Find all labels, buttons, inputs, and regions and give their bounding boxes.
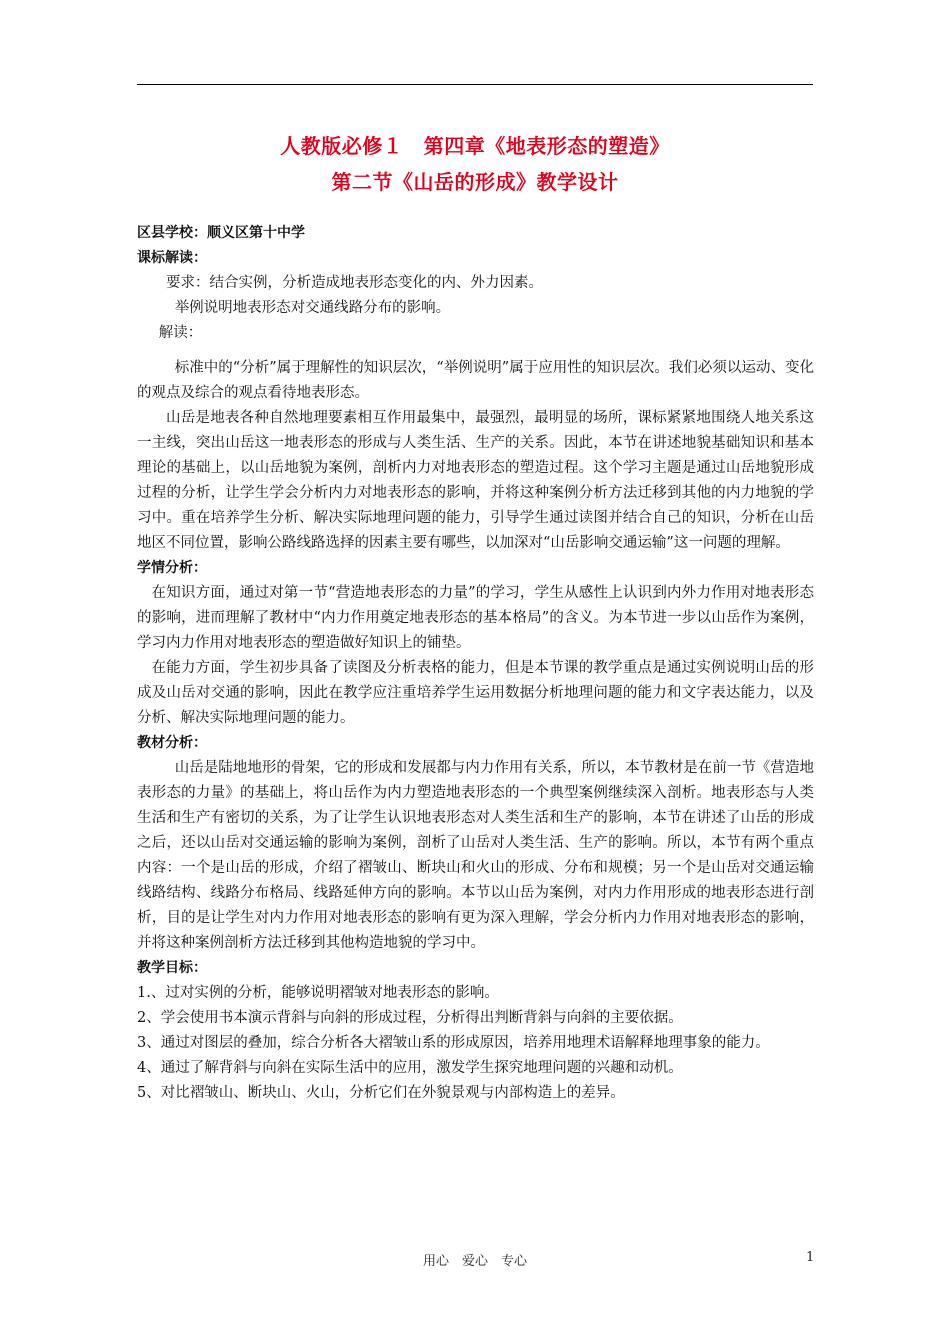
jiaocai-paragraph-1: 山岳是陆地地形的骨架，它的形成和发展都与内力作用有关系，所以，本节教材是在前一节《营造地表形态的力量》的基础上，将山岳作为内力塑造地表形态的一个典型案例继续深入剖析。地表形态与人类生活和生产有密切的关系，为了让学生认识地表形态对人类生活和生产的影响，本节在讲述了山岳的形成之后，还以山岳对交通运输的影响为案例，剖析了山岳对人类生活、生产的影响。所以，本节有两个重点内容：一个是山岳的形成，介绍了褶皱山、断块山和火山的形成、分布和规模；另一个是山岳对交通运输线路结构、线路分布格局、线路延伸方向的影响。本节以山岳为案例，对内力作用形成的地表形态进行剖析，目的是让学生对内力作用对地表形态的影响有更为深入理解，学会分析内力作用对地表形态的影响，并将这种案例剖析方法迁移到其他构造地貌的学习中。 [137,760,814,951]
kebiao-paragraph-2: 山岳是地表各种自然地理要素相互作用最集中，最强烈，最明显的场所，课标紧紧地围绕人地关系这一主线，突出山岳这一地表形态的形成与人类生活、生产的关系。因此，本节在讲述地貌基础知识和基本理论的基础上，以山岳地貌为案例，剖析内力对地表形态的塑造过程。这个学习主题是通过山岳地貌形成过程的分析，让学生学会分析内力对地表形态的影响，并将这种案例分析方法迁移到其他的内力地貌的学习中。重在培养学生分析、解决实际地理问题的能力，引导学生通过读图并结合自己的知识，分析在山岳地区不同位置，影响公路线路选择的因素主要有哪些，以加深对“山岳影响交通运输”这一问题的理解。 [137,410,814,551]
document-subtitle: 第二节《山岳的形成》教学设计 [331,170,619,194]
objective-item: 2、学会使用书本演示背斜与向斜的形成过程，分析得出判断背斜与向斜的主要依据。 [137,1010,683,1026]
objective-item: 5、对比褶皱山、断块山、火山，分析它们在外貌景观与内部构造上的差异。 [137,1085,625,1101]
section-heading-kebiao: 课标解读： [137,250,207,266]
kebiao-requirement-1: 要求：结合实例，分析造成地表形态变化的内、外力因素。 [166,275,543,291]
section-heading-mubiao: 教学目标： [137,960,207,976]
kebiao-requirement-2: 举例说明地表形态对交通线路分布的影响。 [174,300,451,316]
objective-item: 3、通过对图层的叠加，综合分析各大褶皱山系的形成原因，培养用地理术语解释地理事象的能力。 [137,1035,770,1051]
kebiao-jiedu-label: 解读： [158,325,203,341]
xueqing-paragraph-2: 在能力方面，学生初步具备了读图及分析表格的能力，但是本节课的教学重点是通过实例说明山岳的形成及山岳对交通的影响，因此在教学应注重培养学生运用数据分析地理问题的能力和文字表达能力，以及分析、解决实际地理问题的能力。 [137,660,814,726]
section-heading-jiaocai: 教材分析： [137,735,207,751]
kebiao-paragraph-1: 标准中的“分析”属于理解性的知识层次，“举例说明”属于应用性的知识层次。我们必须以运动、变化的观点及综合的观点看待地表形态。 [137,360,814,401]
document-body [137,221,814,1106]
page-footer: 用心 爱心 专心 [422,1254,527,1269]
page-number: 1 [806,1250,815,1265]
document-title: 人教版必修１ 第四章《地表形态的塑造》 [280,134,670,158]
objective-item: 4、通过了解背斜与向斜在实际生活中的应用，激发学生探究地理问题的兴趣和动机。 [137,1060,683,1076]
section-heading-xueqing: 学情分析： [137,560,207,576]
xueqing-paragraph-1: 在知识方面，通过对第一节“营造地表形态的力量”的学习，学生从感性上认识到内外力作用对地表形态的影响，进而理解了教材中“内力作用奠定地表形态的基本格局”的含义。为本节进一步以山岳作为案例，学习内力作用对地表形态的塑造做好知识上的铺垫。 [137,585,814,651]
school-line: 区县学校：顺义区第十中学 [137,225,305,241]
objective-item: 1.、过对实例的分析，能够说明褶皱对地表形态的影响。 [137,985,499,1001]
header-rule [137,84,813,85]
